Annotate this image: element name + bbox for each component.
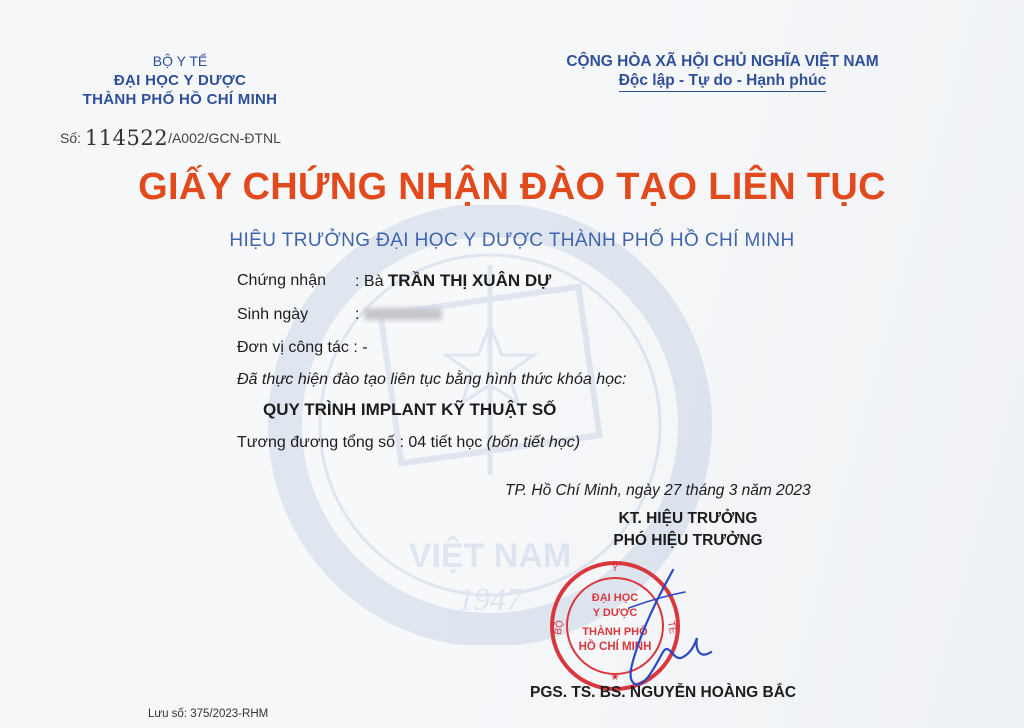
field-chung-nhan-label: Chứng nhận [237,272,326,289]
field-tuong-duong-value: : 04 tiết học [399,434,483,451]
university-name-line2: THÀNH PHỐ HỒ CHÍ MINH [82,91,278,108]
signer-name: PGS. TS. BS. NGUYỄN HOÀNG BẮC [530,684,797,701]
so-suffix: /A002/GCN-ĐTNL [168,130,281,146]
certificate-title: GIẤY CHỨNG NHẬN ĐÀO TẠO LIÊN TỤC [138,166,886,208]
seal-ring-right: TẾ [664,620,678,635]
seal-line-4: HỒ CHÍ MINH [578,641,652,653]
seal-line-3: THÀNH PHỐ [582,626,648,638]
field-tuong-duong-label: Tương đương tổng số [237,434,396,451]
field-sinh-ngay-label: Sinh ngày [237,306,309,323]
redacted-birthdate [364,308,442,320]
seal-ring-left: BỘ [552,619,567,636]
field-chung-nhan [355,271,551,291]
issuer-header [60,52,300,109]
field-chung-nhan-sep: : Bà [355,273,384,290]
national-motto: Độc lập - Tự do - Hạnh phúc [619,71,827,92]
field-don-vi: Đơn vị công tác : - [237,339,368,356]
field-da-thuc-hien: Đã thực hiện đào tạo liên tục bằng hình thức khóa học: [237,371,627,388]
recipient-name: TRẦN THỊ XUÂN DỰ [387,271,552,290]
university-name-line1: ĐẠI HỌC Y DƯỢC [113,72,247,89]
signer-title-2: PHÓ HIỆU TRƯỞNG [613,532,763,549]
so-label: Số: [60,130,82,146]
certificate-subtitle: HIỆU TRƯỞNG ĐẠI HỌC Y DƯỢC THÀNH PHỐ HỒ CHÍ MINH [229,230,795,251]
certificate-number [60,126,281,150]
seal-line-1: ĐẠI HỌC [591,592,639,604]
seal-ring-top: Y [611,563,619,574]
issue-date: TP. Hồ Chí Minh, ngày 27 tháng 3 năm 2023 [505,482,811,499]
field-sinh-ngay-sep: : [355,306,360,323]
national-header [545,52,900,92]
field-sinh-ngay [355,306,442,324]
watermark-year: 1947 [458,581,522,617]
seal-line-2: Y DƯỢC [592,607,638,619]
field-tuong-duong [237,434,580,452]
archive-number: Lưu số: 375/2023-RHM [148,708,269,720]
national-title: CỘNG HÒA XÃ HỘI CHỦ NGHĨA VIỆT NAM [566,53,879,70]
seal-star-icon: ★ [610,672,620,683]
watermark-text: VIỆT NAM [408,537,572,575]
field-tuong-duong-words: (bốn tiết học) [486,434,581,451]
course-name: QUY TRÌNH IMPLANT KỸ THUẬT SỐ [263,400,557,419]
ministry-name: BỘ Y TẾ [152,53,208,69]
signer-title-1: KT. HIỆU TRƯỞNG [618,510,758,527]
official-red-seal [545,548,715,698]
so-number: 114522 [84,126,169,150]
